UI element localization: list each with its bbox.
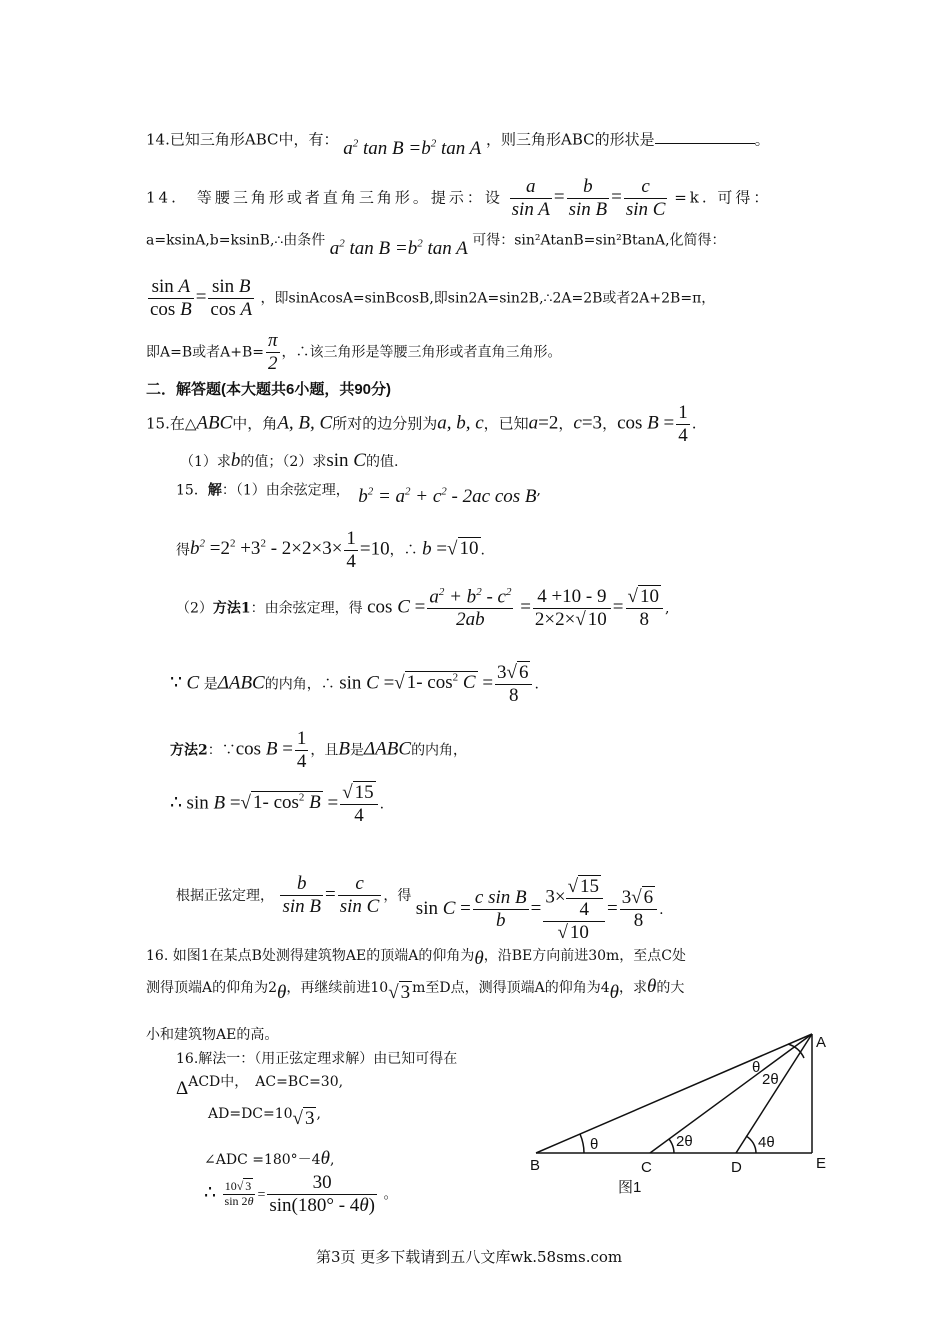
a14-line2: a=ksinA,b=ksinB,∴由条件 $a^2$ $\tan B =b^2$ tan A 可得：sin²AtanB=sin²BtanA,化简得：: [146, 232, 726, 260]
a16-line3: AD=DC=10√ 3 ,: [208, 1106, 321, 1129]
label-b: B: [530, 1157, 541, 1174]
a15-p5: 方法2：∵cos B = $\frac{1}{4}$ ，且B是ΔABC的内角，: [170, 728, 468, 772]
q15-sub: （1）求b的值；（2）求sin C的值.: [180, 450, 399, 471]
angle-arc-d: [746, 1136, 756, 1153]
ratio-b: $\frac{b}{\text{sin B}}$: [568, 176, 608, 220]
ratio-a: $\frac{a}{\text{sin A}}$: [511, 176, 550, 220]
a16-line1: 16.解法一：（用正弦定理求解）由已知可得在: [176, 1051, 458, 1067]
a15-p7: 根据正弦定理， $\frac{b}{\text{sin B}}$ = $\frac{c}{\text{sin C}}$ ，得 sin C = $\frac{\text{c sin B}}{b}$ = 3× $\frac{√ 15}{4}$ √ 10 = $\frac{3√ 6}{8}$ .: [176, 873, 664, 943]
label-c: C: [641, 1159, 652, 1176]
angle-label-theta-a: θ: [752, 1059, 761, 1076]
angle-arc-b: [580, 1134, 584, 1153]
figure-caption: 图1: [618, 1179, 642, 1196]
q14-line: 14.已知三角形ABC中，有： $a^2$ $\tan B =b^2$ tan A ，则三角形ABC的形状是 。: [146, 130, 770, 160]
q14-prefix: 14.已知三角形ABC中，有：: [146, 130, 339, 149]
ratio-c: $\frac{c}{\text{sin C}}$: [625, 176, 666, 220]
angle-label-2theta-a: 2θ: [762, 1071, 779, 1088]
a15-p4: ∵ C 是ΔABC的内角，∴ sin C =√ 1- $\cos^2 C$ = $\frac{3√ 6}{8}$ .: [170, 662, 539, 706]
q14-suffix: ，则三角形ABC的形状是: [486, 130, 655, 149]
angle-label-4theta-d: 4θ: [758, 1134, 775, 1151]
angle-arc-c: [669, 1139, 674, 1153]
a15-p6: ∴ sin B =√ 1- $\cos^2 B$ = $\frac{√ 15}{4}$ .: [170, 782, 385, 826]
label-a: A: [816, 1034, 827, 1051]
page-footer: 第3页 更多下载请到五八文库wk.58sms.com: [316, 1248, 623, 1266]
a15-p2: 得$b^2 =2^2 +3^2 - 2\times 2\times 3\times$ $\frac{1}{4}$ =10，∴ b =√ 10 .: [176, 528, 485, 572]
a16-line2: ΔACD中， AC=BC=30,: [176, 1074, 344, 1099]
a14-line1: 14. 等腰三角形或者直角三角形。提示：设 $\frac{a}{\text{sin A}}$ = $\frac{b}{\text{sin B}}$ = $\frac{c}{\text{sin C}}$ =k. 可得：: [146, 176, 772, 220]
a14-hint: 14. 等腰三角形或者直角三角形。提示：设: [146, 188, 503, 207]
q16-line1: 16. 如图1在某点B处测得建筑物AE的顶端A的仰角为θ，沿BE方向前进30m，至点C处: [146, 948, 687, 969]
ratio-sin-cos: $\frac{\text{sin A}}{\text{cos B}}$: [150, 276, 192, 320]
a16-line4: ∠ADC =180°－4θ,: [204, 1148, 335, 1169]
angle-label-2theta-c: 2θ: [676, 1133, 693, 1150]
a14-line4: 即A=B或者A+B= $\frac{\pi}{2}$ ，∴该三角形是等腰三角形或者直角三角形。: [146, 330, 562, 374]
label-e: E: [816, 1155, 827, 1172]
label-d: D: [731, 1159, 742, 1176]
a15-p1: 15．解：（1）由余弦定理， $b^2 = a^2 + c^2 - 2ac$ cos B,: [176, 482, 541, 508]
answer-blank: [655, 129, 755, 144]
q14-condition: $a^2$ $\tan B =b^2$ tan A: [343, 138, 482, 160]
a15-p3: （2）方法1：由余弦定理，得 cos C = $\frac{a^2 + b^2 - c^2}{2ab}$ = $\frac{4 +10 - 9}{2\times 2\times√ 10}$ = $\frac{√ 10}{8}$ ,: [176, 586, 670, 631]
angle-label-theta-b: θ: [590, 1136, 599, 1153]
a14-line3: $\frac{\text{sin A}}{\text{cos B}}$ = $\frac{\text{sin B}}{\text{cos A}}$ ，即sinAcosA=sinBcosB,即sin2A=sin2B,∴2A=2B或者2A+2B=π，: [150, 276, 716, 320]
a16-line5: ∴ $\frac{10√ 3}{\sin 2\theta}$ = $\frac{30}{\sin(180^\circ - 4\theta)}$ 。: [204, 1172, 398, 1216]
q15-line: 15.在△ABC中，角A, B, C所对的边分别为a, b, c，已知a=2，c=3，cos B = $\frac{1}{4}$ .: [146, 402, 697, 446]
q16-line2: 测得顶端A的仰角为2θ，再继续前进10√ 3 m至D点，测得顶端A的仰角为4θ，求θ的大: [146, 976, 685, 1003]
figure-1: [526, 1030, 836, 1200]
section-title: 二．解答题(本大题共6小题，共90分): [146, 381, 392, 398]
q16-line3: 小和建筑物AE的高。: [146, 1027, 279, 1043]
